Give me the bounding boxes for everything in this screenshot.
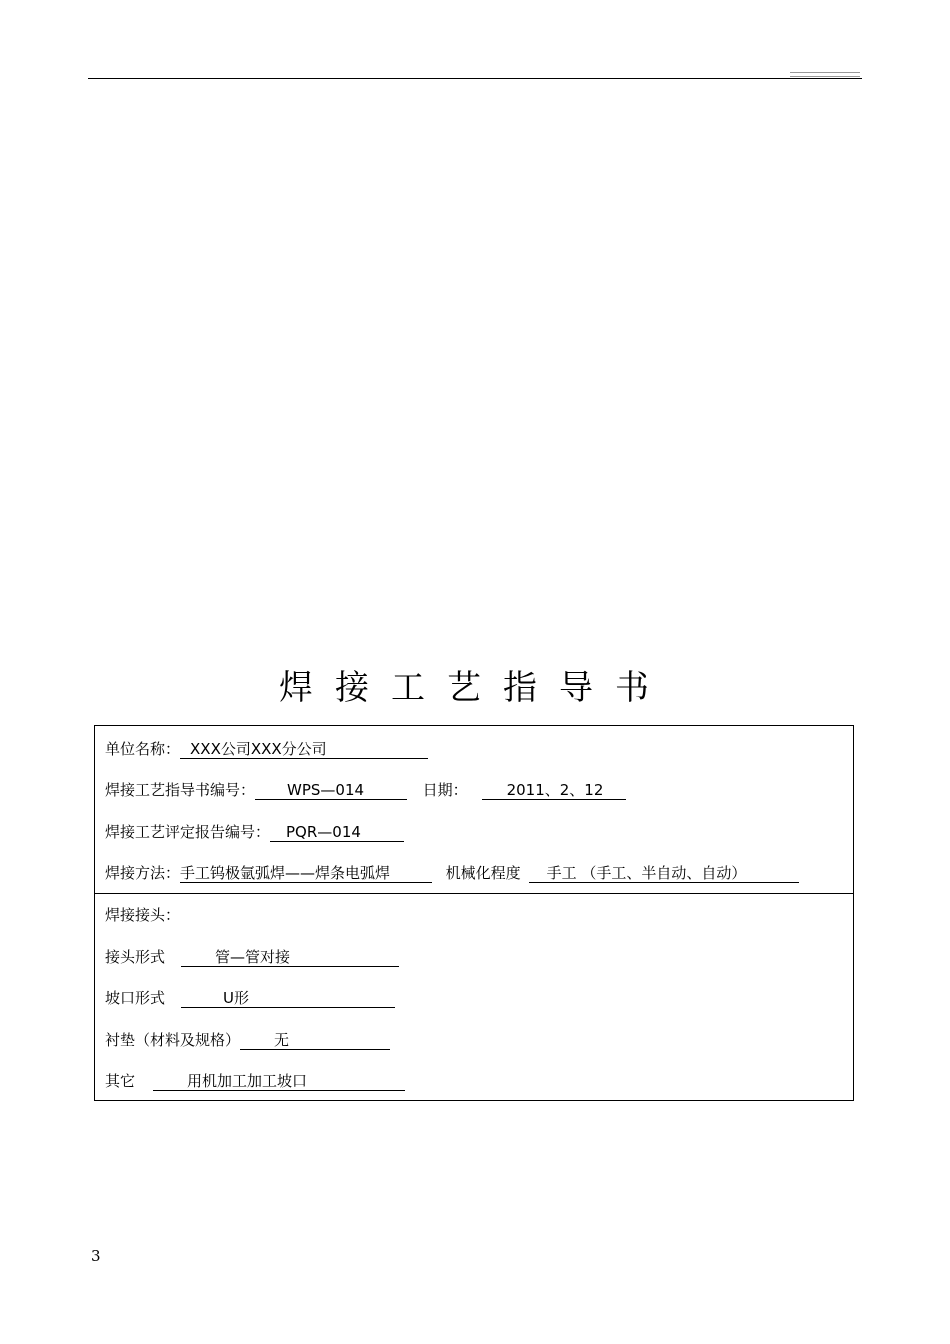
pqr-number-row	[105, 822, 404, 842]
method-row	[105, 863, 799, 883]
mechanization-label: 机械化程度	[445, 864, 521, 882]
wps-number-value: WPS—014	[255, 781, 407, 800]
header-mark	[790, 72, 860, 77]
pqr-number-label: 焊接工艺评定报告编号：	[105, 823, 271, 841]
pqr-number-value: PQR—014	[270, 823, 404, 842]
joint-form-value: 管—管对接	[181, 948, 399, 967]
groove-form-row	[105, 988, 395, 1008]
method-value: 手工钨极氩弧焊——焊条电弧焊	[180, 864, 432, 883]
section-divider	[95, 893, 853, 894]
joint-form-row	[105, 947, 399, 967]
groove-form-label: 坡口形式	[105, 989, 166, 1007]
wps-number-row	[105, 780, 626, 800]
document-title: 焊接工艺指导书	[279, 668, 671, 708]
joint-section-label: 焊接接头：	[105, 906, 181, 924]
other-row	[105, 1071, 405, 1091]
method-label: 焊接方法：	[105, 864, 181, 882]
page-number: 3	[91, 1247, 101, 1265]
other-value: 用机加工加工坡口	[153, 1072, 405, 1091]
backing-row	[105, 1030, 390, 1050]
wps-form	[94, 725, 854, 1101]
joint-section-heading	[105, 905, 180, 925]
mechanization-value: 手工 （手工、半自动、自动）	[529, 864, 799, 883]
unit-label: 单位名称：	[105, 740, 181, 758]
other-label: 其它	[105, 1072, 136, 1090]
date-label: 日期：	[422, 781, 468, 799]
unit-row	[105, 739, 428, 759]
backing-label: 衬垫（材料及规格）	[105, 1031, 241, 1049]
header-rule	[88, 78, 862, 79]
unit-value: XXX公司XXX分公司	[180, 740, 428, 759]
groove-form-value: U形	[181, 989, 395, 1008]
backing-value: 无	[240, 1031, 390, 1050]
wps-number-label: 焊接工艺指导书编号：	[105, 781, 256, 799]
date-value: 2011、2、12	[482, 781, 626, 800]
joint-form-label: 接头形式	[105, 948, 166, 966]
